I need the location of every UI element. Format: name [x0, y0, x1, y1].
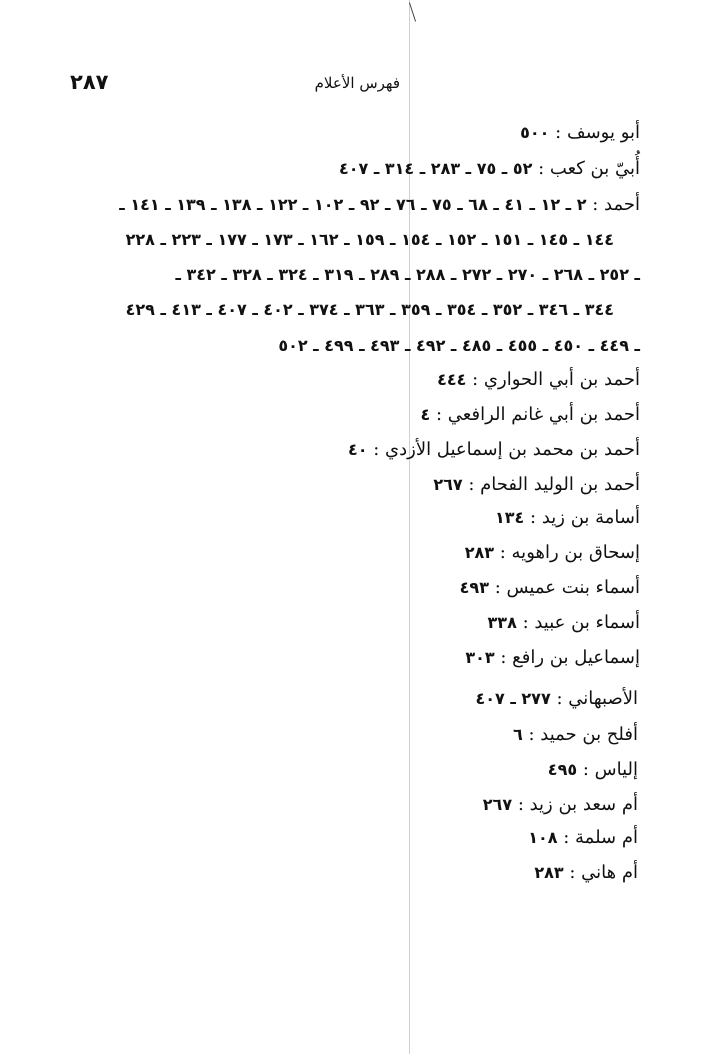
index-entry — [548, 755, 638, 785]
entry-name: أسماء بنت عميس : — [494, 577, 640, 598]
entry-name: أحمد بن الوليد الفحام : — [468, 474, 640, 495]
index-entry — [433, 470, 640, 500]
entry-name: أحمد بن أبي الحواري : — [472, 369, 640, 390]
entry-pages: ٤٩٣ — [459, 578, 489, 597]
entry-pages: ٥٢ ـ ٧٥ ـ ٢٨٣ ـ ٣١٤ ـ ٤٠٧ — [338, 159, 533, 178]
running-title: فهرس الأعلام — [314, 74, 400, 92]
entry-name: أم سلمة : — [563, 827, 638, 848]
entry-name: أحمد بن محمد بن إسماعيل الأزدي : — [373, 439, 640, 460]
index-entry — [339, 154, 640, 184]
entry-pages: ١٠٨ — [528, 828, 558, 847]
index-entry-continuation — [126, 295, 614, 325]
entry-pages: ـ ٤٤٩ ـ ٤٥٠ ـ ٤٥٥ ـ ٤٨٥ ـ ٤٩٢ ـ ٤٩٣ ـ ٤٩٩ ـ ٥٠٢ — [278, 336, 640, 355]
entry-pages: ٤٩٥ — [547, 760, 578, 779]
index-entry — [495, 503, 640, 533]
entry-pages: ٢٧٧ ـ ٤٠٧ — [475, 689, 551, 708]
index-entry — [528, 823, 638, 853]
entry-name: إلياس : — [582, 759, 638, 780]
index-entry — [421, 400, 640, 430]
index-entry-continuation — [278, 331, 640, 361]
fold-mark — [409, 2, 416, 21]
entry-name: أحمد : — [592, 194, 640, 215]
index-entry — [119, 190, 640, 220]
page-number: ٢٨٧ — [70, 70, 109, 94]
entry-name: أبو يوسف : — [555, 122, 640, 143]
entry-pages: ١٣٤ — [495, 508, 525, 527]
entry-pages: ـ ٢٥٢ ـ ٢٦٨ ـ ٢٧٠ ـ ٢٧٢ ـ ٢٨٨ ـ ٢٨٩ ـ ٣١٩ ـ ٣٢٤ ـ ٣٢٨ ـ ٣٤٢ ـ — [175, 265, 640, 284]
entry-name: أسماء بن عبيد : — [522, 612, 640, 633]
entry-pages: ٣٤٤ ـ ٣٤٦ ـ ٣٥٢ ـ ٣٥٤ ـ ٣٥٩ ـ ٣٦٣ ـ ٣٧٤ ـ ٤٠٢ ـ ٤٠٧ ـ ٤١٣ ـ ٤٢٩ — [125, 300, 614, 319]
entry-name: أم سعد بن زيد : — [517, 794, 638, 815]
entry-pages: ٦ — [512, 725, 523, 744]
entry-pages: ٢٦٧ — [482, 795, 513, 814]
index-entry — [476, 684, 639, 714]
entry-pages: ٣٣٨ — [487, 613, 517, 632]
entry-pages: ٢٨٣ — [534, 863, 564, 882]
entry-pages: ٤٤٤ — [437, 370, 467, 389]
entry-name: إسماعيل بن رافع : — [500, 647, 640, 668]
entry-pages: ٣٠٣ — [465, 648, 495, 667]
index-entry — [348, 435, 640, 465]
entry-name: أم هاني : — [569, 862, 638, 883]
entry-pages: ٤٠ — [347, 440, 368, 459]
entry-name: الأصبهاني : — [556, 688, 638, 709]
entry-name: أسامة بن زيد : — [530, 507, 640, 528]
entry-pages: ٤ — [420, 405, 431, 424]
index-entry — [534, 858, 638, 888]
index-entry-continuation — [175, 260, 640, 290]
entry-pages: ٢٨٣ — [464, 543, 495, 562]
entry-name: أحمد بن أبي غانم الرافعي : — [436, 404, 640, 425]
index-entry — [513, 720, 638, 750]
entry-pages: ٢٦٧ — [433, 475, 463, 494]
entry-name: إسحاق بن راهويه : — [499, 542, 640, 563]
index-entry — [520, 118, 640, 148]
index-entry — [483, 790, 638, 820]
index-entry-continuation — [126, 225, 614, 255]
index-entry — [460, 573, 640, 603]
index-entry — [465, 538, 640, 568]
index-entry — [465, 643, 640, 673]
entry-pages: ٢ ـ ١٢ ـ ٤١ ـ ٦٨ ـ ٧٥ ـ ٧٦ ـ ٩٢ ـ ١٠٢ ـ ١٢٢ ـ ١٣٨ ـ ١٣٩ ـ ١٤١ ـ — [119, 195, 587, 214]
index-entry — [437, 365, 640, 395]
page-header — [70, 70, 400, 104]
entry-pages: ٥٠٠ — [520, 123, 550, 142]
entry-name: أفلح بن حميد : — [528, 724, 638, 745]
entry-pages: ١٤٤ ـ ١٤٥ ـ ١٥١ ـ ١٥٢ ـ ١٥٤ ـ ١٥٩ ـ ١٦٢ ـ ١٧٣ ـ ١٧٧ ـ ٢٢٣ ـ ٢٢٨ — [125, 230, 614, 249]
entry-name: أُبيّ بن كعب : — [538, 158, 640, 179]
index-entry — [488, 608, 640, 638]
